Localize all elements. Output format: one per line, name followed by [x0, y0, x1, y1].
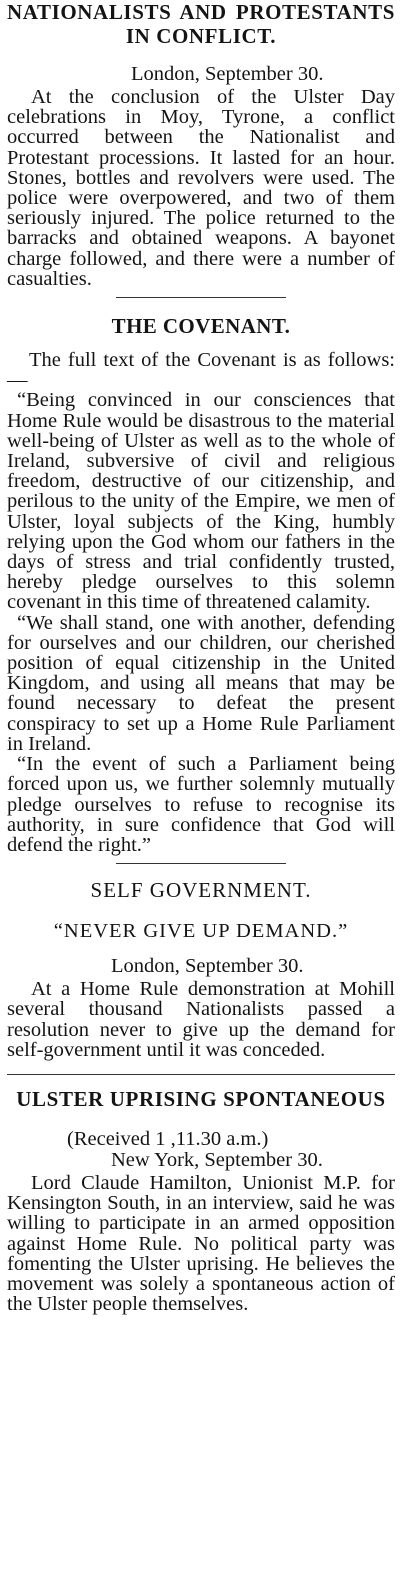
dateline-london-2: London, September 30. [111, 955, 304, 978]
headline-covenant: THE COVENANT. [111, 314, 291, 339]
received-note: (Received 1 ,11.30 a.m.) [67, 1127, 269, 1150]
section-divider [116, 863, 286, 864]
section-divider [7, 1074, 395, 1075]
dateline-london-1: London, September 30. [131, 63, 324, 85]
covenant-paragraph-3: “In the event of such a Parliament being forced upon us, we further solemnly mutually pledge ourselves to refuse to recognise its authority, in sure confidence that God will defend the right.” [7, 753, 395, 856]
covenant-intro: The full text of the Covenant is as follows:— [7, 349, 395, 392]
section-divider [116, 297, 286, 298]
headline-ulster-uprising: ULSTER UPRISING SPONTANEOUS [16, 1086, 386, 1111]
article-body-mohill: At a Home Rule demonstration at Mohill several thousand Nationalists passed a resolution never to give up the demand for self-government until it was conceded. [7, 978, 395, 1061]
dateline-new-york: New York, September 30. [111, 1148, 323, 1171]
headline-self-government: SELF GOVERNMENT. [90, 878, 312, 903]
headline-nationalists-protestants: NATIONALISTS AND PROTESTANTS IN CONFLICT. [7, 0, 395, 48]
article-body-hamilton: Lord Claude Hamilton, Unionist M.P. for Kensington South, in an interview, said he was willing to participate in an armed opposition against Home Rule. No political party was fomenting the Ulster uprising. He believes the movement was solely a spontaneous action of the Ulster people themselves. [7, 1171, 395, 1316]
covenant-text [7, 350, 395, 855]
covenant-paragraph-2: “We shall stand, one with another, defending for ourselves and our children, our cherished position of equal citizenship in the United Kingdom, and using all means that may be found necessary to defeat the present conspiracy to set up a Home Rule Parliament in Ireland. [7, 611, 395, 755]
article-body-conflict: At the conclusion of the Ulster Day celebrations in Moy, Tyrone, a conflict occurred between the Nationalist and Protestant processions. It lasted for an hour. Stones, bottles and revolvers were used. The police were overpowered, and two of them seriously injured. The police returned to the barracks and obtained weapons. A bayonet charge followed, and there were a number of casualties. [7, 86, 395, 290]
covenant-paragraph-1: “Being convinced in our consciences that Home Rule would be disastrous to the material well-being of Ulster as well as to the whole of Ireland, subversive of civil and religious freedom, destructive of our citizenship, and perilous to the unity of the Empire, we men of Ulster, loyal subjects of the King, humbly relying upon the God whom our fathers in the days of stress and trial confidently trusted, hereby pledge ourselves to this solemn covenant in this time of threatened calamity. [7, 389, 395, 614]
subhead-never-give-up: “NEVER GIVE UP DEMAND.” [53, 920, 349, 943]
